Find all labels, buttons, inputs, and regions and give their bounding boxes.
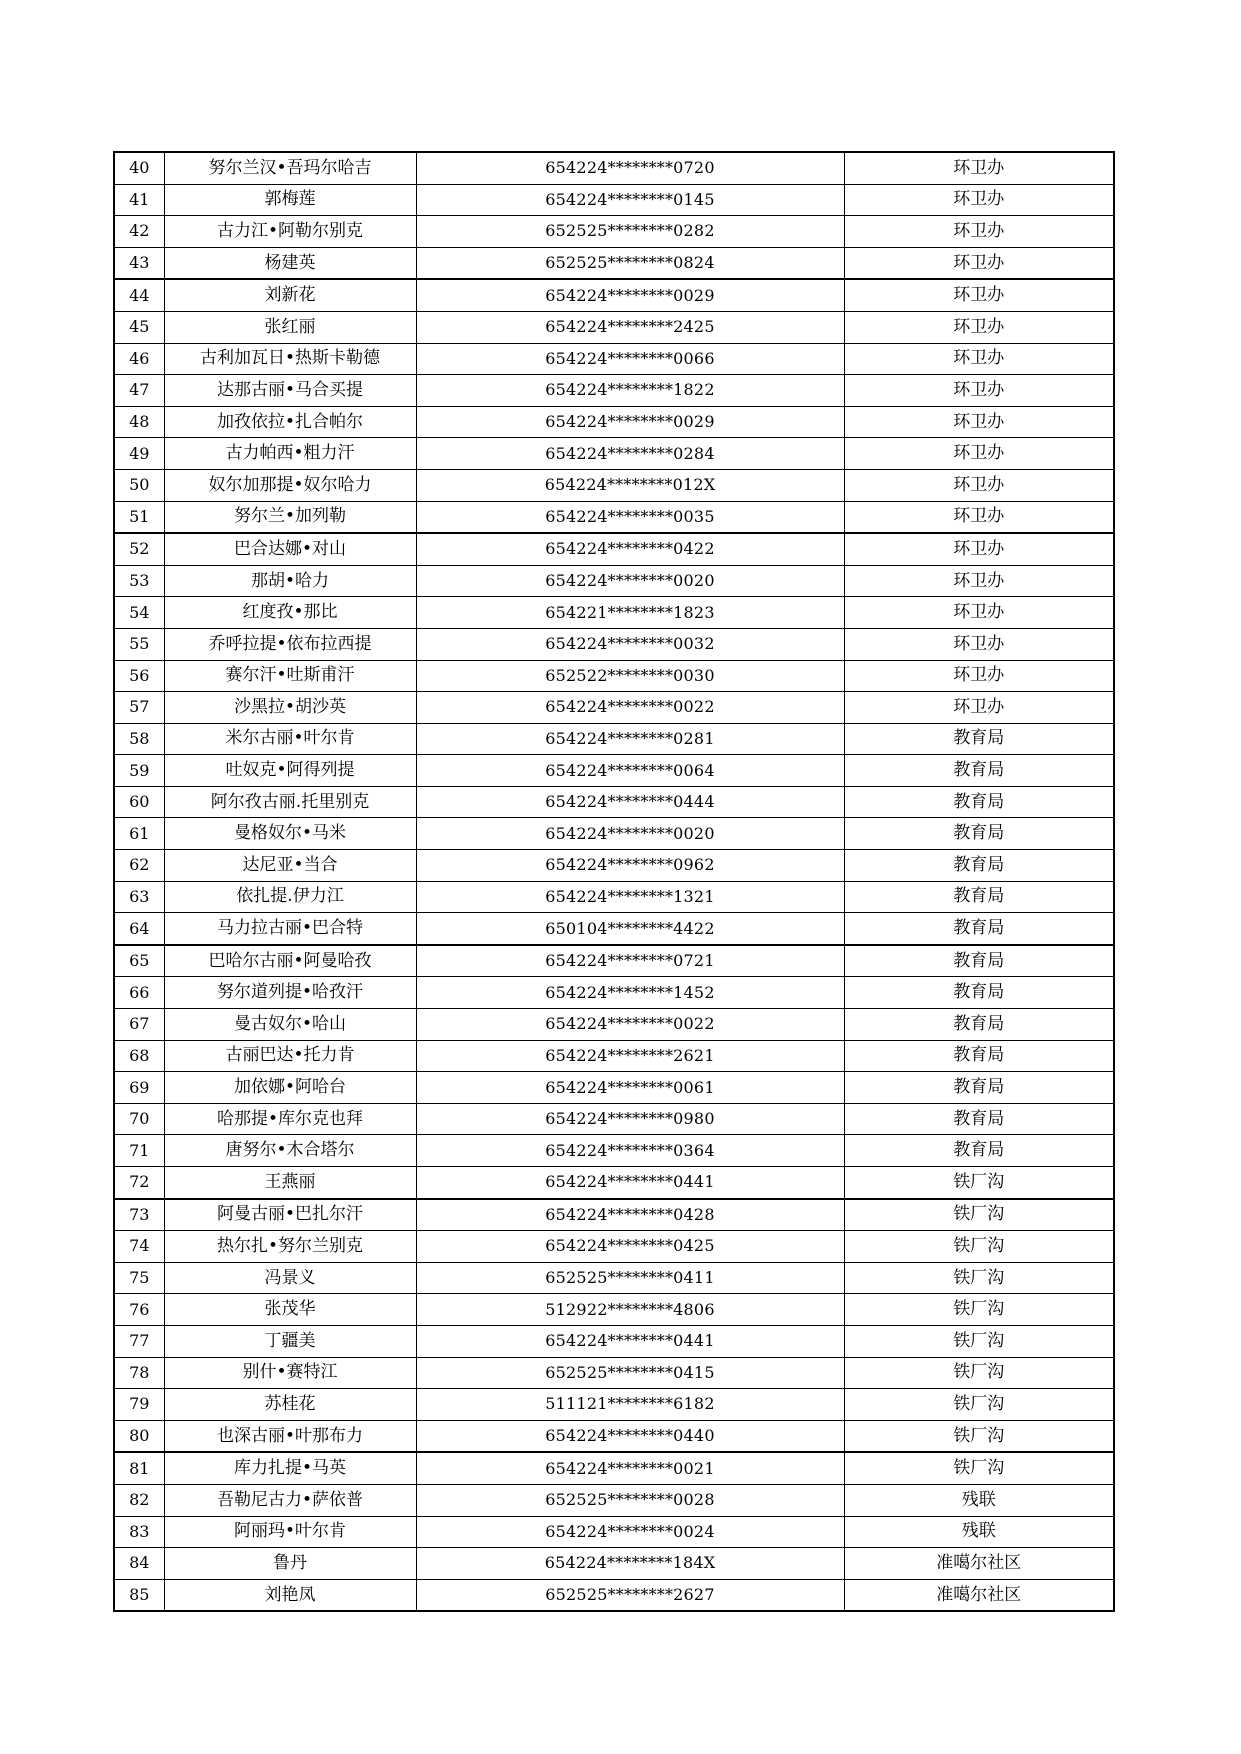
unit-cell: 环卫办 [844,628,1114,660]
name-cell: 热尔扎•努尔兰别克 [164,1231,416,1263]
id-number-cell: 654224********0284 [416,438,844,470]
row-number-cell: 40 [114,152,164,184]
unit-cell: 铁厂沟 [844,1452,1114,1484]
name-cell: 哈那提•库尔克也拜 [164,1103,416,1135]
name-cell: 古力江•阿勒尔别克 [164,216,416,248]
name-cell: 加依娜•阿哈台 [164,1072,416,1104]
name-cell: 唐努尔•木合塔尔 [164,1135,416,1167]
name-cell: 古力帕西•粗力汗 [164,438,416,470]
unit-cell: 教育局 [844,977,1114,1009]
table-row [114,1103,1114,1135]
unit-cell: 教育局 [844,881,1114,913]
table-row [114,1231,1114,1263]
row-number-cell: 66 [114,977,164,1009]
id-number-cell: 654224********0020 [416,818,844,850]
table-row [114,597,1114,629]
id-number-cell: 654224********0020 [416,565,844,597]
table-row [114,1199,1114,1231]
id-number-cell: 652522********0030 [416,660,844,692]
table-row [114,1262,1114,1294]
id-number-cell: 654224********0021 [416,1452,844,1484]
name-cell: 郭梅莲 [164,184,416,216]
table-row [114,660,1114,692]
table-row [114,406,1114,438]
table-row [114,279,1114,311]
name-cell: 别什•赛特江 [164,1357,416,1389]
name-cell: 张茂华 [164,1294,416,1326]
id-number-cell: 654224********0364 [416,1135,844,1167]
row-number-cell: 55 [114,628,164,660]
unit-cell: 教育局 [844,1135,1114,1167]
row-number-cell: 85 [114,1579,164,1611]
name-cell: 苏桂花 [164,1389,416,1421]
table-row [114,1420,1114,1452]
row-number-cell: 53 [114,565,164,597]
row-number-cell: 41 [114,184,164,216]
id-number-cell: 652525********0415 [416,1357,844,1389]
table-row [114,247,1114,279]
unit-cell: 铁厂沟 [844,1294,1114,1326]
unit-cell: 残联 [844,1516,1114,1548]
table-row [114,501,1114,533]
id-number-cell: 654224********0422 [416,533,844,565]
unit-cell: 教育局 [844,1103,1114,1135]
name-cell: 古利加瓦日•热斯卡勒德 [164,343,416,375]
id-number-cell: 654224********0064 [416,755,844,787]
name-cell: 巴哈尔古丽•阿曼哈孜 [164,945,416,977]
row-number-cell: 59 [114,755,164,787]
unit-cell: 教育局 [844,723,1114,755]
row-number-cell: 48 [114,406,164,438]
id-number-cell: 654224********0024 [416,1516,844,1548]
id-number-cell: 654224********0281 [416,723,844,755]
id-number-cell: 654224********0444 [416,786,844,818]
table-row [114,1009,1114,1041]
id-number-cell: 654224********0441 [416,1167,844,1199]
unit-cell: 铁厂沟 [844,1262,1114,1294]
name-cell: 赛尔汗•吐斯甫汗 [164,660,416,692]
row-number-cell: 72 [114,1167,164,1199]
table-row [114,692,1114,724]
table-row [114,469,1114,501]
unit-cell: 环卫办 [844,660,1114,692]
table-row [114,913,1114,945]
name-cell: 巴合达娜•对山 [164,533,416,565]
row-number-cell: 45 [114,311,164,343]
row-number-cell: 54 [114,597,164,629]
unit-cell: 教育局 [844,786,1114,818]
unit-cell: 铁厂沟 [844,1357,1114,1389]
name-cell: 阿曼古丽•巴扎尔汗 [164,1199,416,1231]
name-cell: 红度孜•那比 [164,597,416,629]
id-number-cell: 650104********4422 [416,913,844,945]
name-cell: 吾勒尼古力•萨依普 [164,1484,416,1516]
id-number-cell: 654224********1822 [416,375,844,407]
name-cell: 乔呼拉提•依布拉西提 [164,628,416,660]
id-number-cell: 654224********0022 [416,1009,844,1041]
unit-cell: 环卫办 [844,406,1114,438]
table-row [114,1135,1114,1167]
id-number-cell: 654224********0029 [416,279,844,311]
row-number-cell: 65 [114,945,164,977]
id-number-cell: 512922********4806 [416,1294,844,1326]
table-row [114,818,1114,850]
name-cell: 吐奴克•阿得列提 [164,755,416,787]
row-number-cell: 81 [114,1452,164,1484]
table-row [114,1357,1114,1389]
table-row [114,1452,1114,1484]
id-number-cell: 654224********0440 [416,1420,844,1452]
row-number-cell: 80 [114,1420,164,1452]
id-number-cell: 654224********0066 [416,343,844,375]
table-row [114,628,1114,660]
table-row [114,1484,1114,1516]
name-cell: 阿丽玛•叶尔肯 [164,1516,416,1548]
unit-cell: 铁厂沟 [844,1420,1114,1452]
id-number-cell: 654224********0441 [416,1325,844,1357]
table-row [114,1167,1114,1199]
id-number-cell: 652525********2627 [416,1579,844,1611]
id-number-cell: 654221********1823 [416,597,844,629]
name-cell: 努尔道列提•哈孜汗 [164,977,416,1009]
name-cell: 沙黑拉•胡沙英 [164,692,416,724]
id-number-cell: 654224********0721 [416,945,844,977]
unit-cell: 环卫办 [844,565,1114,597]
table-row [114,311,1114,343]
unit-cell: 环卫办 [844,692,1114,724]
row-number-cell: 44 [114,279,164,311]
name-cell: 马力拉古丽•巴合特 [164,913,416,945]
table-row [114,723,1114,755]
id-number-cell: 654224********0425 [416,1231,844,1263]
table-row [114,1579,1114,1611]
table-row [114,1516,1114,1548]
unit-cell: 残联 [844,1484,1114,1516]
unit-cell: 铁厂沟 [844,1389,1114,1421]
row-number-cell: 83 [114,1516,164,1548]
name-cell: 杨建英 [164,247,416,279]
table-row [114,1325,1114,1357]
unit-cell: 环卫办 [844,533,1114,565]
name-cell: 库力扎提•马英 [164,1452,416,1484]
name-cell: 依扎提.伊力江 [164,881,416,913]
name-cell: 那胡•哈力 [164,565,416,597]
table-row [114,1548,1114,1580]
roster-table [113,151,1115,1612]
row-number-cell: 61 [114,818,164,850]
row-number-cell: 62 [114,850,164,882]
table-row [114,945,1114,977]
row-number-cell: 74 [114,1231,164,1263]
unit-cell: 环卫办 [844,375,1114,407]
row-number-cell: 78 [114,1357,164,1389]
id-number-cell: 654224********0061 [416,1072,844,1104]
row-number-cell: 64 [114,913,164,945]
row-number-cell: 67 [114,1009,164,1041]
name-cell: 达那古丽•马合买提 [164,375,416,407]
table-row [114,977,1114,1009]
table-row [114,1072,1114,1104]
name-cell: 鲁丹 [164,1548,416,1580]
name-cell: 刘新花 [164,279,416,311]
id-number-cell: 654224********0145 [416,184,844,216]
row-number-cell: 56 [114,660,164,692]
row-number-cell: 58 [114,723,164,755]
name-cell: 达尼亚•当合 [164,850,416,882]
row-number-cell: 70 [114,1103,164,1135]
table-row [114,375,1114,407]
id-number-cell: 654224********1321 [416,881,844,913]
id-number-cell: 654224********2621 [416,1040,844,1072]
unit-cell: 铁厂沟 [844,1231,1114,1263]
name-cell: 加孜依拉•扎合帕尔 [164,406,416,438]
table-row [114,755,1114,787]
row-number-cell: 82 [114,1484,164,1516]
unit-cell: 教育局 [844,1040,1114,1072]
row-number-cell: 43 [114,247,164,279]
unit-cell: 教育局 [844,850,1114,882]
table-row [114,786,1114,818]
unit-cell: 教育局 [844,1009,1114,1041]
table-row [114,1389,1114,1421]
unit-cell: 环卫办 [844,469,1114,501]
row-number-cell: 71 [114,1135,164,1167]
row-number-cell: 73 [114,1199,164,1231]
id-number-cell: 511121********6182 [416,1389,844,1421]
id-number-cell: 652525********0282 [416,216,844,248]
unit-cell: 教育局 [844,1072,1114,1104]
name-cell: 刘艳凤 [164,1579,416,1611]
id-number-cell: 654224********0428 [416,1199,844,1231]
row-number-cell: 84 [114,1548,164,1580]
table-row [114,438,1114,470]
unit-cell: 环卫办 [844,152,1114,184]
roster-body [114,152,1114,1611]
row-number-cell: 63 [114,881,164,913]
table-row [114,565,1114,597]
table-row [114,850,1114,882]
id-number-cell: 654224********1452 [416,977,844,1009]
unit-cell: 铁厂沟 [844,1167,1114,1199]
id-number-cell: 654224********0029 [416,406,844,438]
unit-cell: 教育局 [844,755,1114,787]
name-cell: 冯景义 [164,1262,416,1294]
unit-cell: 环卫办 [844,279,1114,311]
row-number-cell: 57 [114,692,164,724]
name-cell: 努尔兰汉•吾玛尔哈吉 [164,152,416,184]
unit-cell: 环卫办 [844,184,1114,216]
row-number-cell: 49 [114,438,164,470]
row-number-cell: 60 [114,786,164,818]
id-number-cell: 652525********0411 [416,1262,844,1294]
name-cell: 丁疆美 [164,1325,416,1357]
unit-cell: 环卫办 [844,597,1114,629]
table-row [114,1294,1114,1326]
table-row [114,184,1114,216]
row-number-cell: 50 [114,469,164,501]
table-row [114,881,1114,913]
unit-cell: 环卫办 [844,438,1114,470]
id-number-cell: 652525********0028 [416,1484,844,1516]
unit-cell: 环卫办 [844,247,1114,279]
table-row [114,216,1114,248]
unit-cell: 铁厂沟 [844,1325,1114,1357]
id-number-cell: 654224********0022 [416,692,844,724]
row-number-cell: 76 [114,1294,164,1326]
unit-cell: 环卫办 [844,343,1114,375]
name-cell: 王燕丽 [164,1167,416,1199]
name-cell: 努尔兰•加列勒 [164,501,416,533]
table-row [114,152,1114,184]
name-cell: 米尔古丽•叶尔肯 [164,723,416,755]
table-row [114,343,1114,375]
id-number-cell: 654224********0962 [416,850,844,882]
row-number-cell: 47 [114,375,164,407]
id-number-cell: 654224********2425 [416,311,844,343]
id-number-cell: 654224********0720 [416,152,844,184]
row-number-cell: 77 [114,1325,164,1357]
name-cell: 张红丽 [164,311,416,343]
row-number-cell: 46 [114,343,164,375]
unit-cell: 环卫办 [844,501,1114,533]
row-number-cell: 51 [114,501,164,533]
row-number-cell: 79 [114,1389,164,1421]
unit-cell: 教育局 [844,818,1114,850]
unit-cell: 教育局 [844,945,1114,977]
table-row [114,1040,1114,1072]
id-number-cell: 652525********0824 [416,247,844,279]
id-number-cell: 654224********012X [416,469,844,501]
row-number-cell: 52 [114,533,164,565]
row-number-cell: 42 [114,216,164,248]
row-number-cell: 69 [114,1072,164,1104]
name-cell: 古丽巴达•托力肯 [164,1040,416,1072]
id-number-cell: 654224********0035 [416,501,844,533]
row-number-cell: 75 [114,1262,164,1294]
unit-cell: 铁厂沟 [844,1199,1114,1231]
unit-cell: 环卫办 [844,311,1114,343]
name-cell: 阿尔孜古丽.托里别克 [164,786,416,818]
table-row [114,533,1114,565]
id-number-cell: 654224********184X [416,1548,844,1580]
unit-cell: 教育局 [844,913,1114,945]
name-cell: 也深古丽•叶那布力 [164,1420,416,1452]
unit-cell: 准噶尔社区 [844,1548,1114,1580]
unit-cell: 环卫办 [844,216,1114,248]
name-cell: 曼格奴尔•马米 [164,818,416,850]
name-cell: 奴尔加那提•奴尔哈力 [164,469,416,501]
id-number-cell: 654224********0032 [416,628,844,660]
row-number-cell: 68 [114,1040,164,1072]
name-cell: 曼古奴尔•哈山 [164,1009,416,1041]
id-number-cell: 654224********0980 [416,1103,844,1135]
unit-cell: 准噶尔社区 [844,1579,1114,1611]
